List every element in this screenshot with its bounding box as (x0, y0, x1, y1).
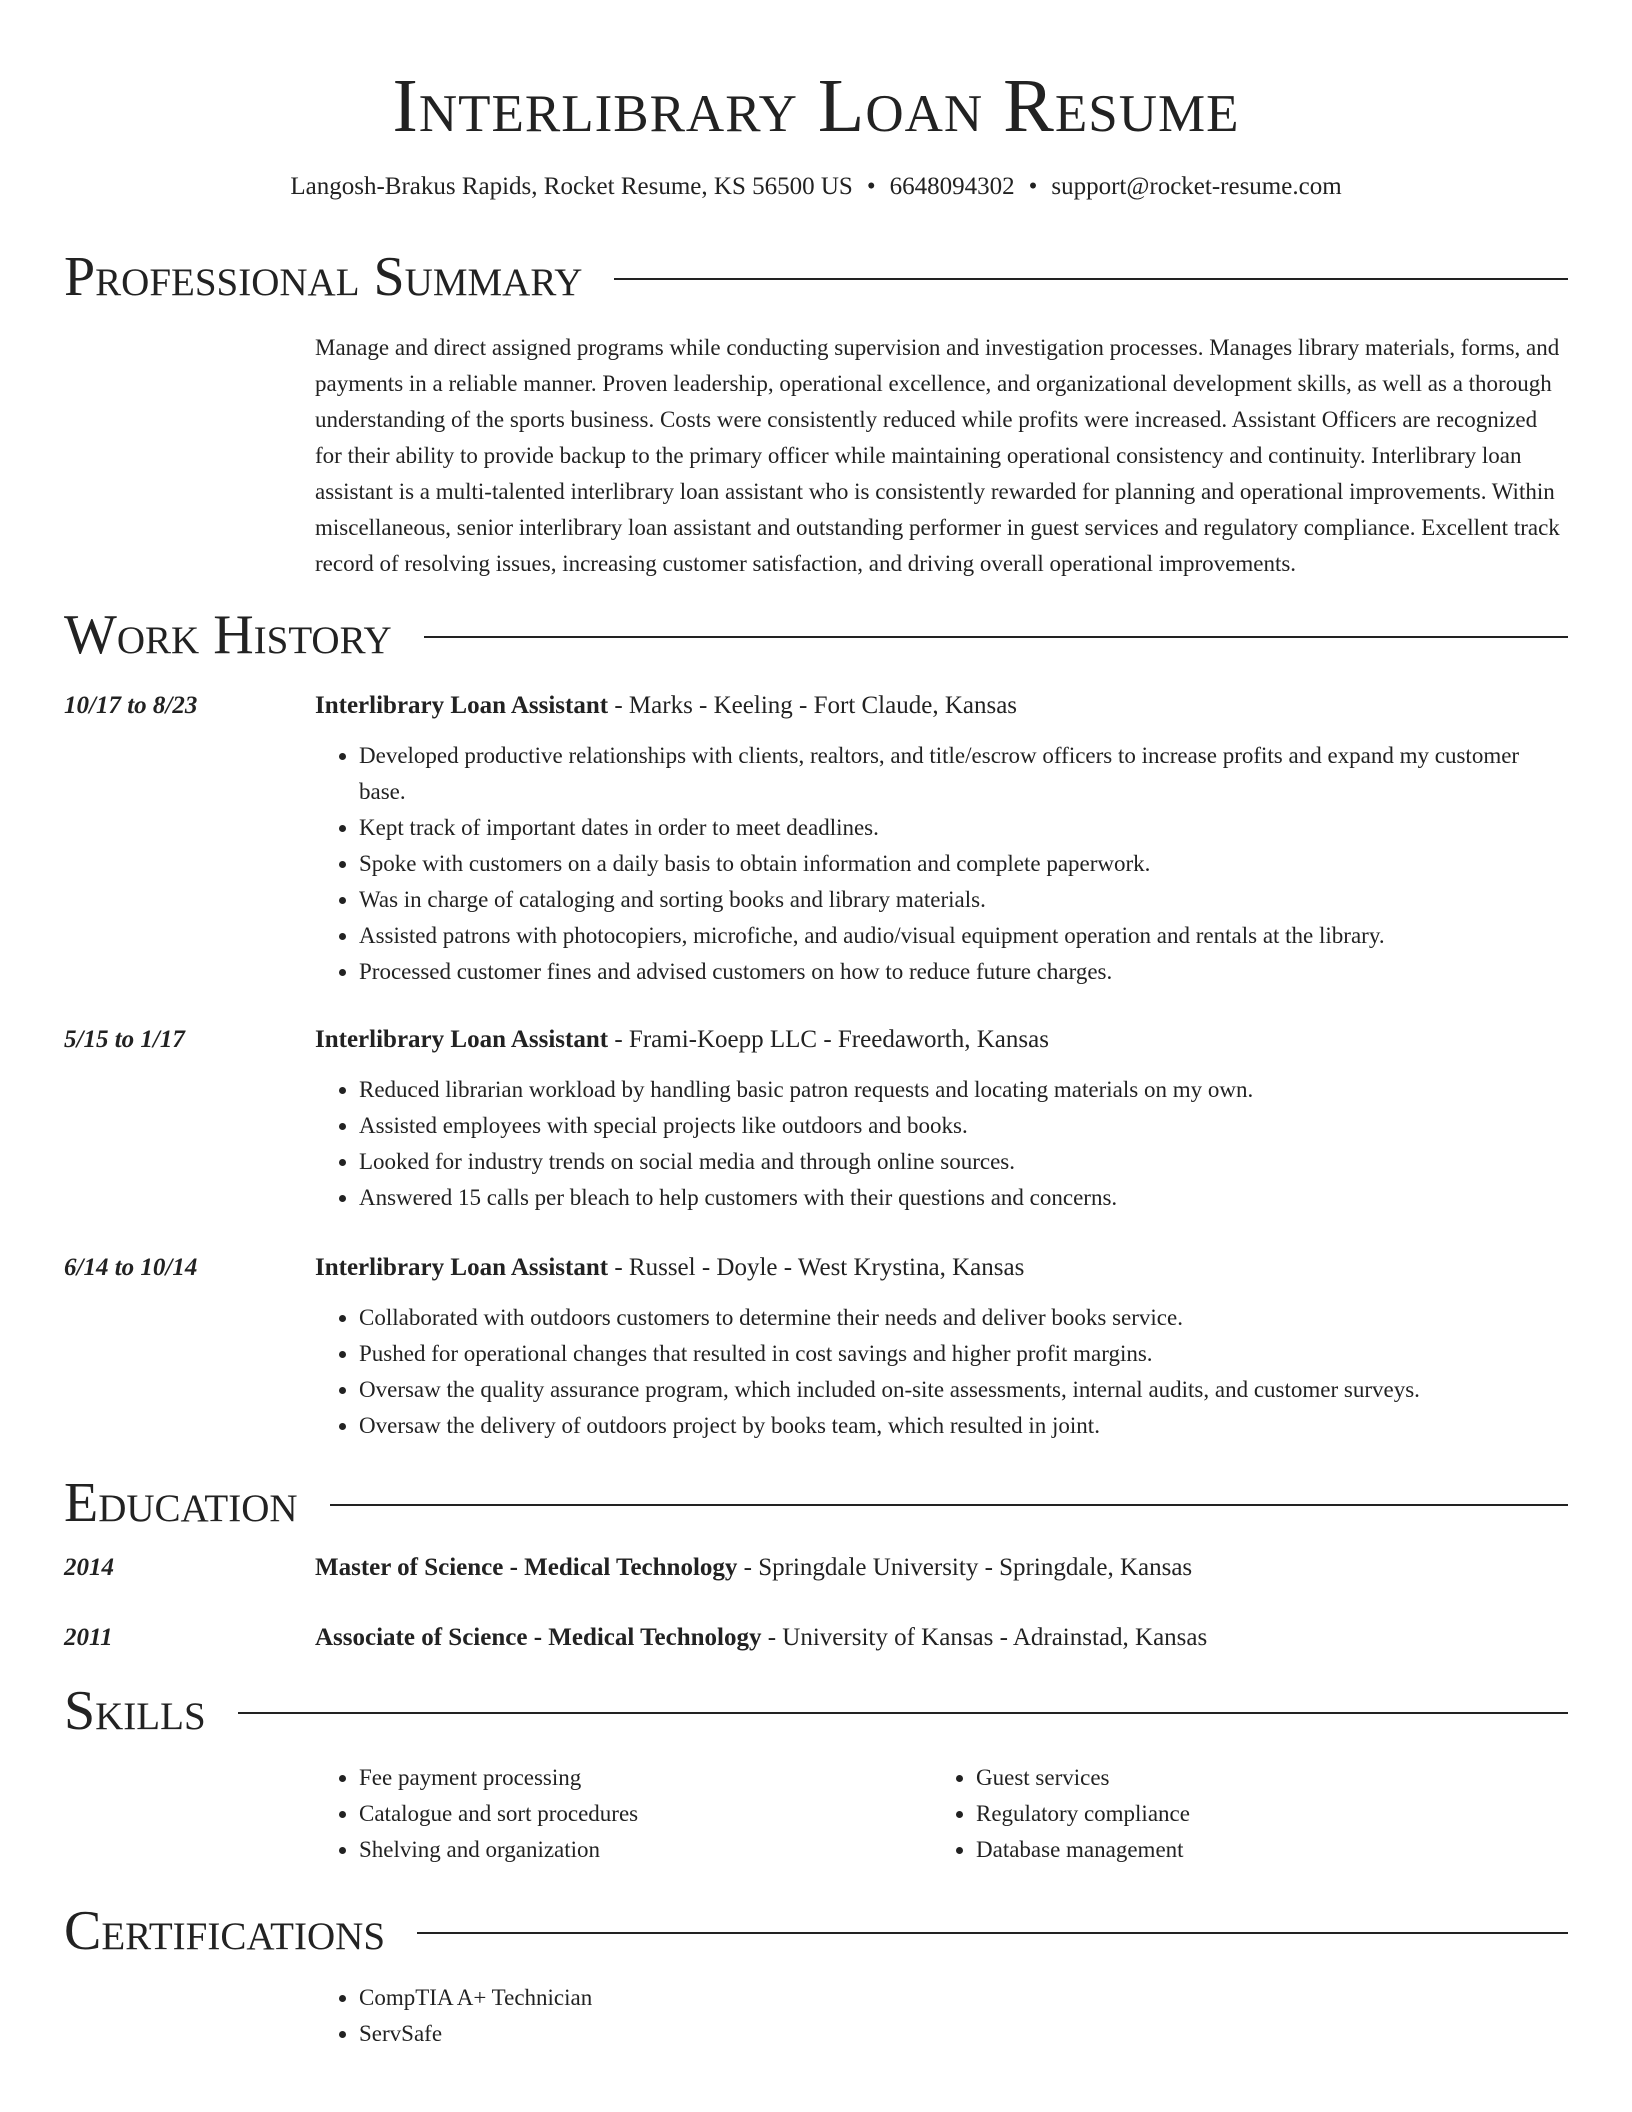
section-title-certifications: Certifications (64, 1900, 386, 1962)
section-divider (424, 636, 1568, 638)
certification-item: • ServSafe (359, 2016, 1568, 2052)
job-bullet: • Collaborated with outdoors customers to determine their needs and deliver books service. (359, 1300, 1568, 1336)
skill-item: • Database management (976, 1832, 1549, 1868)
job-dates: 5/15 to 1/17 (64, 1026, 185, 1053)
education-degree-line (315, 1620, 1568, 1656)
job-header (64, 688, 1568, 724)
education-entry (64, 1550, 1568, 1586)
education-school: - University of Kansas - Adrainstad, Kansas (761, 1624, 1208, 1651)
job-role: Interlibrary Loan Assistant (315, 1026, 609, 1053)
education-entry (64, 1620, 1568, 1656)
job-bullets (315, 738, 1568, 990)
job-bullets (315, 1300, 1568, 1444)
section-title-skills: Skills (64, 1680, 206, 1742)
skill-item: • Shelving and organization (359, 1832, 932, 1868)
job-entry (64, 688, 1568, 990)
job-header (64, 1022, 1568, 1058)
job-bullet: • Spoke with customers on a daily basis to obtain information and complete paperwork. (359, 846, 1568, 882)
skill-item: • Regulatory compliance (976, 1796, 1549, 1832)
summary-section-header (64, 242, 1568, 312)
skill-item: • Fee payment processing (359, 1760, 932, 1796)
education-degree: Associate of Science - Medical Technology (315, 1624, 762, 1651)
education-school: - Springdale University - Springdale, Kansas (737, 1554, 1193, 1581)
contact-line (64, 170, 1568, 204)
job-bullet: • Assisted patrons with photocopiers, microfiche, and audio/visual equipment operation and rentals at the library. (359, 918, 1568, 954)
section-title-education: Education (64, 1472, 298, 1534)
job-entry (64, 1022, 1568, 1216)
skills-columns (315, 1760, 1568, 1868)
section-title-work: Work History (64, 604, 392, 666)
section-title-summary: Professional Summary (64, 246, 583, 308)
job-employer: - Russel - Doyle - West Krystina, Kansas (608, 1254, 1025, 1281)
job-bullet: • Assisted employees with special projects like outdoors and books. (359, 1108, 1568, 1144)
summary-text: Manage and direct assigned programs while conducting supervision and investigation processes. Manages library materials, forms, and payments in a reliable manner. Proven leadership, operational excellence, and organizational development skills, as well as a thorough understanding of the sports business. Costs were consistently reduced while profits were increased. Assistant Officers are recognized for their ability to provide backup to the primary officer while maintaining operational consistency and continuity. Interlibrary loan assistant is a multi-talented interlibrary loan assistant who is consistently rewarded for planning and operational improvements. Within miscellaneous, senior interlibrary loan assistant and outstanding performer in guest services and regulatory compliance. Excellent track record of resolving issues, increasing customer satisfaction, and driving overall operational improvements. (315, 335, 1560, 576)
job-bullet: • Was in charge of cataloging and sorting books and library materials. (359, 882, 1568, 918)
certification-item: • CompTIA A+ Technician (359, 1980, 1568, 2016)
contact-separator: • (866, 173, 876, 200)
certifications-section-header (64, 1896, 1568, 1966)
job-bullet: • Looked for industry trends on social media and through online sources. (359, 1144, 1568, 1180)
section-divider (417, 1932, 1568, 1934)
resume-title: Interlibrary Loan Resume (392, 64, 1240, 148)
job-bullet: • Pushed for operational changes that resulted in cost savings and higher profit margins. (359, 1336, 1568, 1372)
job-employer: - Marks - Keeling - Fort Claude, Kansas (608, 692, 1018, 719)
job-role-line (315, 1022, 1568, 1058)
contact-address: Langosh-Brakus Rapids, Rocket Resume, KS 56500 US (290, 173, 853, 200)
job-employer: - Frami-Koepp LLC - Freedaworth, Kansas (608, 1026, 1049, 1053)
contact-separator: • (1028, 173, 1038, 200)
job-bullet: • Processed customer fines and advised customers on how to reduce future charges. (359, 954, 1568, 990)
job-dates: 10/17 to 8/23 (64, 692, 198, 719)
skills-list-left (315, 1760, 932, 1868)
section-divider (330, 1504, 1568, 1506)
skills-section-header (64, 1676, 1568, 1746)
job-role-line (315, 688, 1568, 724)
contact-phone: 6648094302 (889, 173, 1015, 200)
job-entry (64, 1250, 1568, 1444)
certifications-list (315, 1980, 1568, 2052)
education-year: 2014 (64, 1554, 114, 1581)
job-bullet: • Oversaw the delivery of outdoors project by books team, which resulted in joint. (359, 1408, 1568, 1444)
job-bullets (315, 1072, 1568, 1216)
job-bullet: • Oversaw the quality assurance program, which included on-site assessments, internal audits, and customer surveys. (359, 1372, 1568, 1408)
education-degree: Master of Science - Medical Technology (315, 1554, 738, 1581)
job-bullet: • Reduced librarian workload by handling basic patron requests and locating materials on my own. (359, 1072, 1568, 1108)
contact-email: support@rocket-resume.com (1051, 173, 1342, 200)
skill-item: • Catalogue and sort procedures (359, 1796, 932, 1832)
job-role: Interlibrary Loan Assistant (315, 692, 609, 719)
work-section-header (64, 600, 1568, 670)
education-degree-line (315, 1550, 1568, 1586)
section-divider (614, 278, 1568, 280)
resume-page (64, 0, 1568, 2052)
job-role-line (315, 1250, 1568, 1286)
job-header (64, 1250, 1568, 1286)
education-section-header (64, 1468, 1568, 1538)
job-bullet: • Kept track of important dates in order to meet deadlines. (359, 810, 1568, 846)
skills-list-right (932, 1760, 1549, 1868)
job-dates: 6/14 to 10/14 (64, 1254, 198, 1281)
section-divider (238, 1712, 1568, 1714)
education-year: 2011 (64, 1624, 113, 1651)
job-role: Interlibrary Loan Assistant (315, 1254, 609, 1281)
skill-item: • Guest services (976, 1760, 1549, 1796)
job-bullet: • Answered 15 calls per bleach to help customers with their questions and concerns. (359, 1180, 1568, 1216)
job-bullet: • Developed productive relationships with clients, realtors, and title/escrow officers to increase profits and expand my customer base. (359, 738, 1568, 810)
